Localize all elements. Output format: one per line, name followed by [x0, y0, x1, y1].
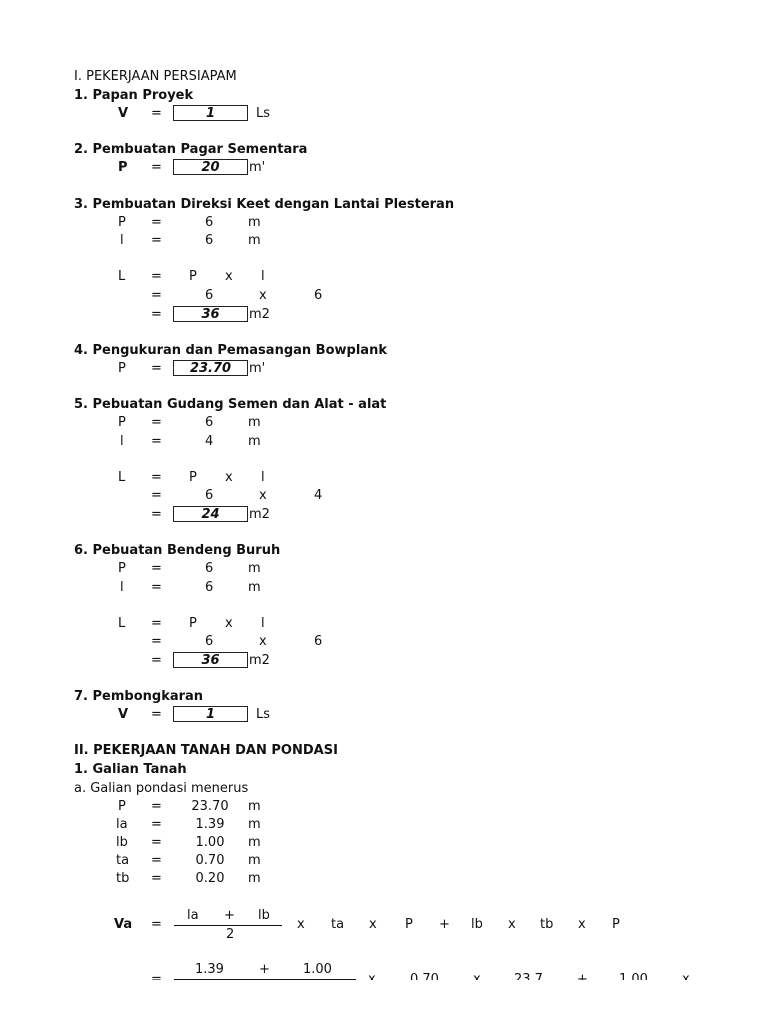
item-5-l-unit: m	[248, 434, 261, 449]
item-5-p-value: 6	[205, 415, 214, 430]
item-3-p-symbol: P	[118, 215, 126, 230]
item-5-calc-a: 6	[205, 488, 214, 503]
va-num-a: la	[187, 908, 199, 923]
va-symbol: Va	[114, 917, 133, 932]
item-5-formula-l: l	[261, 470, 265, 485]
item-6-p-equals: =	[151, 561, 162, 576]
var-tb-value: 0.20	[195, 871, 225, 886]
item-6-result: 36	[173, 652, 248, 668]
var-la-symbol: la	[116, 817, 128, 832]
item-3-calc-a: 6	[205, 288, 214, 303]
item-3-area-symbol: L	[118, 269, 126, 284]
va-term-10: P	[612, 917, 620, 932]
item-3-p-value: 6	[205, 215, 214, 230]
va-term-2: ta	[331, 917, 345, 932]
var-p-symbol: P	[118, 799, 126, 814]
item-3-formula-equals: =	[151, 269, 162, 284]
var-p-equals: =	[151, 799, 162, 814]
item-5-p-unit: m	[248, 415, 261, 430]
item-3-formula-p: P	[189, 269, 197, 284]
var-la-equals: =	[151, 817, 162, 832]
var-p-unit: m	[248, 799, 261, 814]
page-cutoff	[0, 980, 768, 1024]
item-1-equals: =	[151, 106, 162, 121]
item-5-p-symbol: P	[118, 415, 126, 430]
item-4-equals: =	[151, 361, 162, 376]
va-term-7: x	[508, 917, 516, 932]
item-3-calc-equals: =	[151, 288, 162, 303]
va-row2-num-b: 1.00	[303, 962, 332, 977]
item-6-formula-equals: =	[151, 616, 162, 631]
item-1-unit: Ls	[256, 106, 271, 121]
item-2-symbol: P	[118, 160, 128, 175]
item-5-l-equals: =	[151, 434, 162, 449]
va-term-4: P	[405, 917, 413, 932]
item-5-result-unit: m2	[249, 507, 270, 522]
var-p-value: 23.70	[191, 799, 229, 814]
var-tb-equals: =	[151, 871, 162, 886]
item-5-area-symbol: L	[118, 470, 126, 485]
item-3-p-equals: =	[151, 215, 162, 230]
item-6-result-unit: m2	[249, 653, 270, 668]
item-6-title: 6. Pebuatan Bendeng Buruh	[74, 543, 281, 558]
item-7-title: 7. Pembongkaran	[74, 689, 204, 704]
item-6-p-symbol: P	[118, 561, 126, 576]
va-term-8: tb	[540, 917, 554, 932]
var-la-unit: m	[248, 817, 261, 832]
item-6-area-symbol: L	[118, 616, 126, 631]
item-1-symbol: V	[118, 106, 129, 121]
item-3-calc-times: x	[259, 288, 267, 303]
item-3-calc-b: 6	[314, 288, 323, 303]
va-term-6: lb	[471, 917, 483, 932]
va-row2-num-op: +	[259, 962, 270, 977]
item-5-l-value: 4	[205, 434, 214, 449]
item-6-formula-times: x	[225, 616, 233, 631]
var-lb-value: 1.00	[195, 835, 225, 850]
item-6-p-unit: m	[248, 561, 261, 576]
item-6-calc-times: x	[259, 634, 267, 649]
item-3-result: 36	[173, 306, 248, 322]
item-3-l-value: 6	[205, 233, 214, 248]
item-4-result: 23.70	[173, 360, 248, 376]
item-3-title: 3. Pembuatan Direksi Keet dengan Lantai Plesteran	[74, 197, 455, 212]
var-tb-unit: m	[248, 871, 261, 886]
section-1-title: I. PEKERJAAN PERSIAPAM	[74, 69, 237, 84]
item-2-title: 2. Pembuatan Pagar Sementara	[74, 142, 308, 157]
va-fraction-bar	[174, 925, 282, 926]
item-6-calc-a: 6	[205, 634, 214, 649]
va-num-b: lb	[258, 908, 270, 923]
section-2-title: II. PEKERJAAN TANAH DAN PONDASI	[74, 743, 338, 758]
var-ta-value: 0.70	[195, 853, 225, 868]
va-num-op: +	[224, 908, 235, 923]
item-5-calc-times: x	[259, 488, 267, 503]
item-3-l-symbol: l	[120, 233, 124, 248]
item-1-title: 1. Papan Proyek	[74, 88, 194, 103]
item-1-result: 1	[173, 105, 248, 121]
item-4-title: 4. Pengukuran dan Pemasangan Bowplank	[74, 343, 387, 358]
item-2-unit: m'	[249, 160, 266, 175]
var-lb-equals: =	[151, 835, 162, 850]
item-4-unit: m'	[249, 361, 266, 376]
item-6-l-unit: m	[248, 580, 261, 595]
va-den: 2	[226, 927, 235, 942]
item-3-l-unit: m	[248, 233, 261, 248]
item-3-p-unit: m	[248, 215, 261, 230]
item-5-calc-b: 4	[314, 488, 323, 503]
item-3-l-equals: =	[151, 233, 162, 248]
item-6-l-equals: =	[151, 580, 162, 595]
var-lb-unit: m	[248, 835, 261, 850]
item-5-formula-p: P	[189, 470, 197, 485]
item-3-result-unit: m2	[249, 307, 270, 322]
var-ta-equals: =	[151, 853, 162, 868]
item-3-formula-times: x	[225, 269, 233, 284]
var-lb-symbol: lb	[116, 835, 128, 850]
item-7-unit: Ls	[256, 707, 271, 722]
va-term-5: +	[439, 917, 450, 932]
item-5-formula-times: x	[225, 470, 233, 485]
item-5-l-symbol: l	[120, 434, 124, 449]
va-term-9: x	[578, 917, 586, 932]
item-6-formula-l: l	[261, 616, 265, 631]
item-6-result-equals: =	[151, 653, 162, 668]
va-term-3: x	[369, 917, 377, 932]
item-5-p-equals: =	[151, 415, 162, 430]
va-equals: =	[151, 917, 162, 932]
item-6-p-value: 6	[205, 561, 214, 576]
item-6-formula-p: P	[189, 616, 197, 631]
var-ta-unit: m	[248, 853, 261, 868]
item-7-equals: =	[151, 707, 162, 722]
item-4-symbol: P	[118, 361, 126, 376]
item-6-calc-b: 6	[314, 634, 323, 649]
item-3-result-equals: =	[151, 307, 162, 322]
item-6-calc-equals: =	[151, 634, 162, 649]
var-tb-symbol: tb	[116, 871, 130, 886]
item-6-l-value: 6	[205, 580, 214, 595]
item-5-result-equals: =	[151, 507, 162, 522]
item-3-formula-l: l	[261, 269, 265, 284]
section-2-sub-1: 1. Galian Tanah	[74, 762, 187, 777]
va-row2-num-a: 1.39	[195, 962, 224, 977]
item-5-result: 24	[173, 506, 248, 522]
item-7-result: 1	[173, 706, 248, 722]
item-6-l-symbol: l	[120, 580, 124, 595]
item-5-formula-equals: =	[151, 470, 162, 485]
var-ta-symbol: ta	[116, 853, 130, 868]
item-5-title: 5. Pebuatan Gudang Semen dan Alat - alat	[74, 397, 387, 412]
item-2-equals: =	[151, 160, 162, 175]
section-2-sub-a: a. Galian pondasi menerus	[74, 781, 249, 796]
item-2-result: 20	[173, 159, 248, 175]
var-la-value: 1.39	[195, 817, 225, 832]
va-term-1: x	[297, 917, 305, 932]
item-5-calc-equals: =	[151, 488, 162, 503]
item-7-symbol: V	[118, 707, 129, 722]
